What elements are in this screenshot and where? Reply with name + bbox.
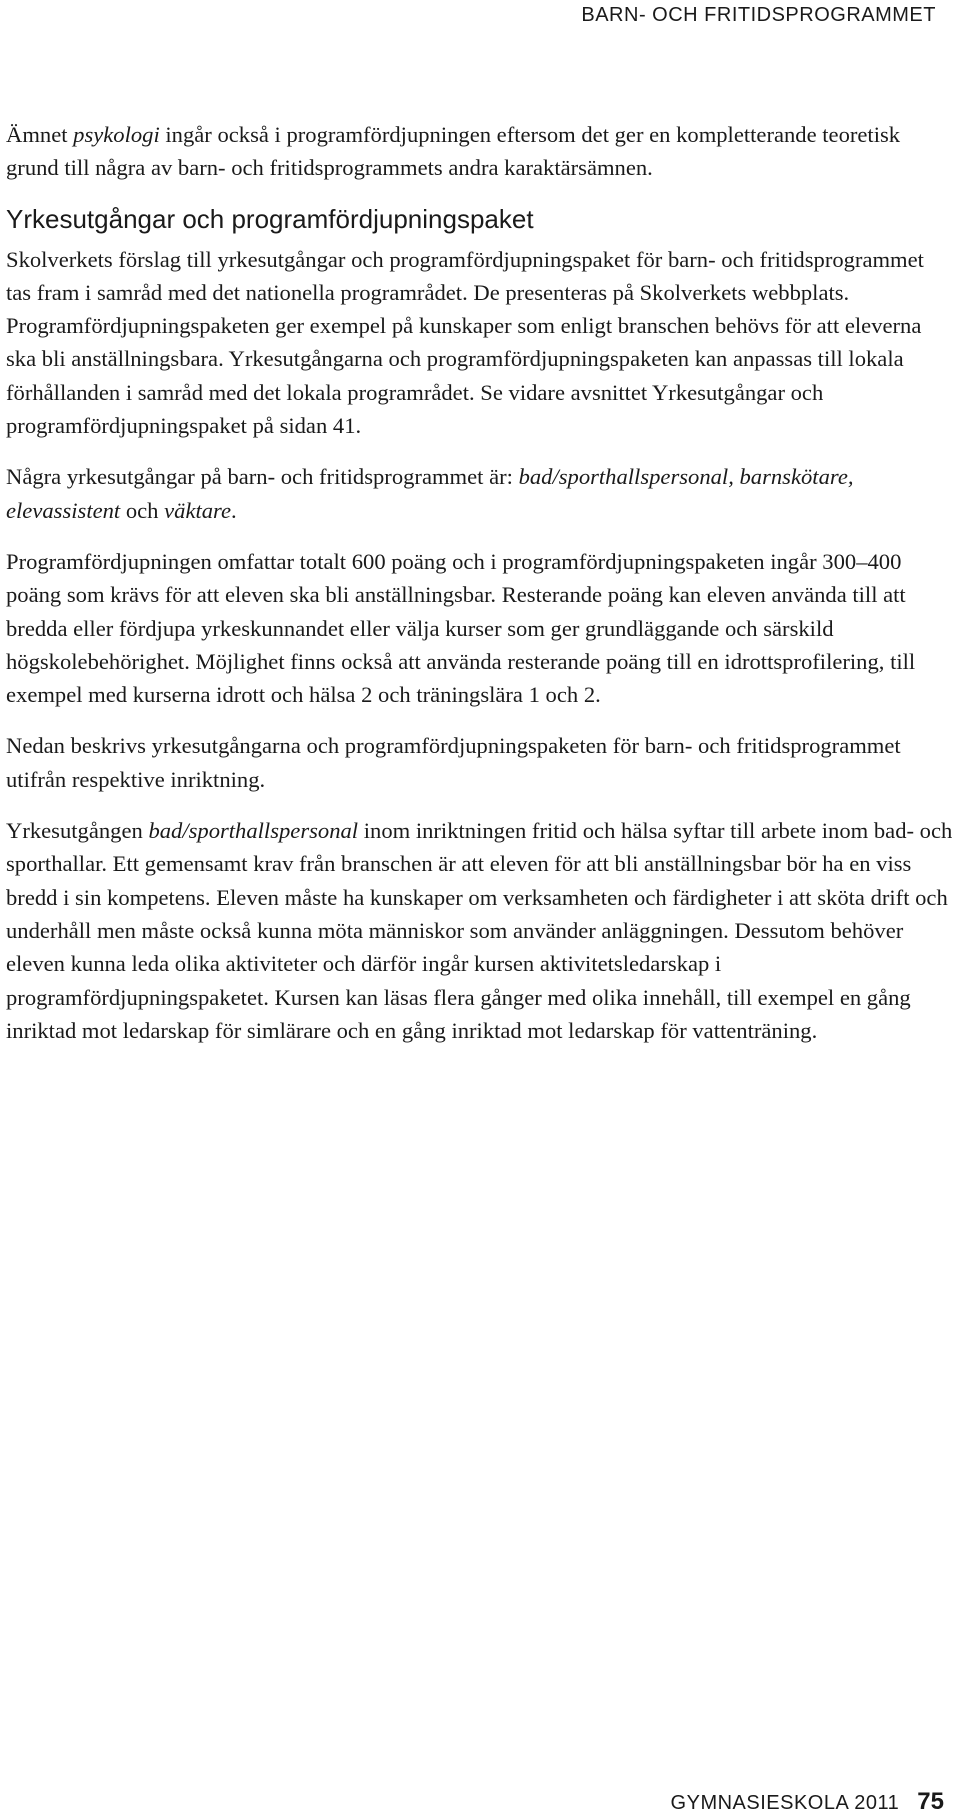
paragraph-bad-sporthall <box>6 814 954 1047</box>
section-heading: Yrkesutgångar och programfördjupningspaket <box>6 203 534 234</box>
page-number: 75 <box>917 1788 944 1815</box>
running-header: BARN- OCH FRITIDSPROGRAMMET <box>581 4 936 26</box>
p2-italic-vaktare: väktare <box>164 497 232 523</box>
intro-text-before: Ämnet <box>6 122 74 147</box>
paragraph-yrkesutgangar <box>6 460 954 527</box>
intro-text-after: ingår också i programfördjupningen eftersom det ger en kompletterande teoretisk grund till några av barn- och fritidsprogrammets andra karaktärsämnen. <box>6 122 901 181</box>
p2-end: . <box>231 497 237 523</box>
p2-lead: Några yrkesutgångar på barn- och fritidsprogrammet är: <box>6 464 519 490</box>
paragraph-programfordjupning: Programfördjupningen omfattar totalt 600 poäng och i programfördjupningspaketen ingår 300–400 poäng som krävs för att eleven ska bli anställningsbar. Resterande poäng kan eleven använda till att bredda eller fördjupa yrkeskunnandet eller välja kurser som ger grundläggande och särskild högskolebehörighet. Möjlighet finns också att använda resterande poäng till en idrottsprofilering, till exempel med kurserna idrott och hälsa 2 och träningslära 1 och 2. <box>6 548 916 708</box>
intro-paragraph <box>6 118 954 185</box>
p5-rest: inom inriktningen fritid och hälsa syftar till arbete inom bad- och sporthallar. Ett gemensamt krav från branschen är att eleven för att bli anställningsbar bör ha en viss bredd i sin kompetens. Eleven måste ha kunskaper om verksamheten och färdigheter i att sköta drift och underhåll men måste också kunna möta människor som använder anläggningen. Dessutom behöver eleven kunna leda olika aktiviteter och därför ingår kursen aktivitetsledarskap i programfördjupningspaketet. Kursen kan läsas flera gånger med olika innehåll, till exempel en gång inriktad mot ledarskap för simlärare och en gång inriktad mot ledarskap för vattenträning. <box>6 818 953 1043</box>
paragraph-nedan: Nedan beskrivs yrkesutgångarna och programfördjupningspaketen för barn- och fritidsprogrammet utifrån respektive inriktning. <box>6 733 901 792</box>
footer-label: GYMNASIESKOLA 2011 <box>670 1792 900 1814</box>
p5-lead: Yrkesutgången <box>6 818 149 844</box>
page-footer <box>671 1788 944 1816</box>
page-body <box>6 118 954 1065</box>
p2-mid: och <box>120 497 165 523</box>
intro-subject-italic: psykologi <box>73 122 160 147</box>
p5-italic-occupation: bad/sporthallspersonal <box>148 818 359 844</box>
p2-italic-occupations: bad/sporthallspersonal, barnskötare, elevassistent <box>6 464 854 523</box>
paragraph-skolverket: Skolverkets förslag till yrkesutgångar och programfördjupningspaket för barn- och fritidsprogrammet tas fram i samråd med det nationella programrådet. De presenteras på Skolverkets webbplats. Programfördjupningspaketen ger exempel på kunskaper som enligt branschen behövs för att eleverna ska bli anställningsbara. Yrkesutgångarna och programfördjupningspaketen kan anpassas till lokala förhållanden i samråd med det lokala programrådet. Se vidare avsnittet Yrkesutgångar och programfördjupningspaket på sidan 41. <box>6 246 924 439</box>
